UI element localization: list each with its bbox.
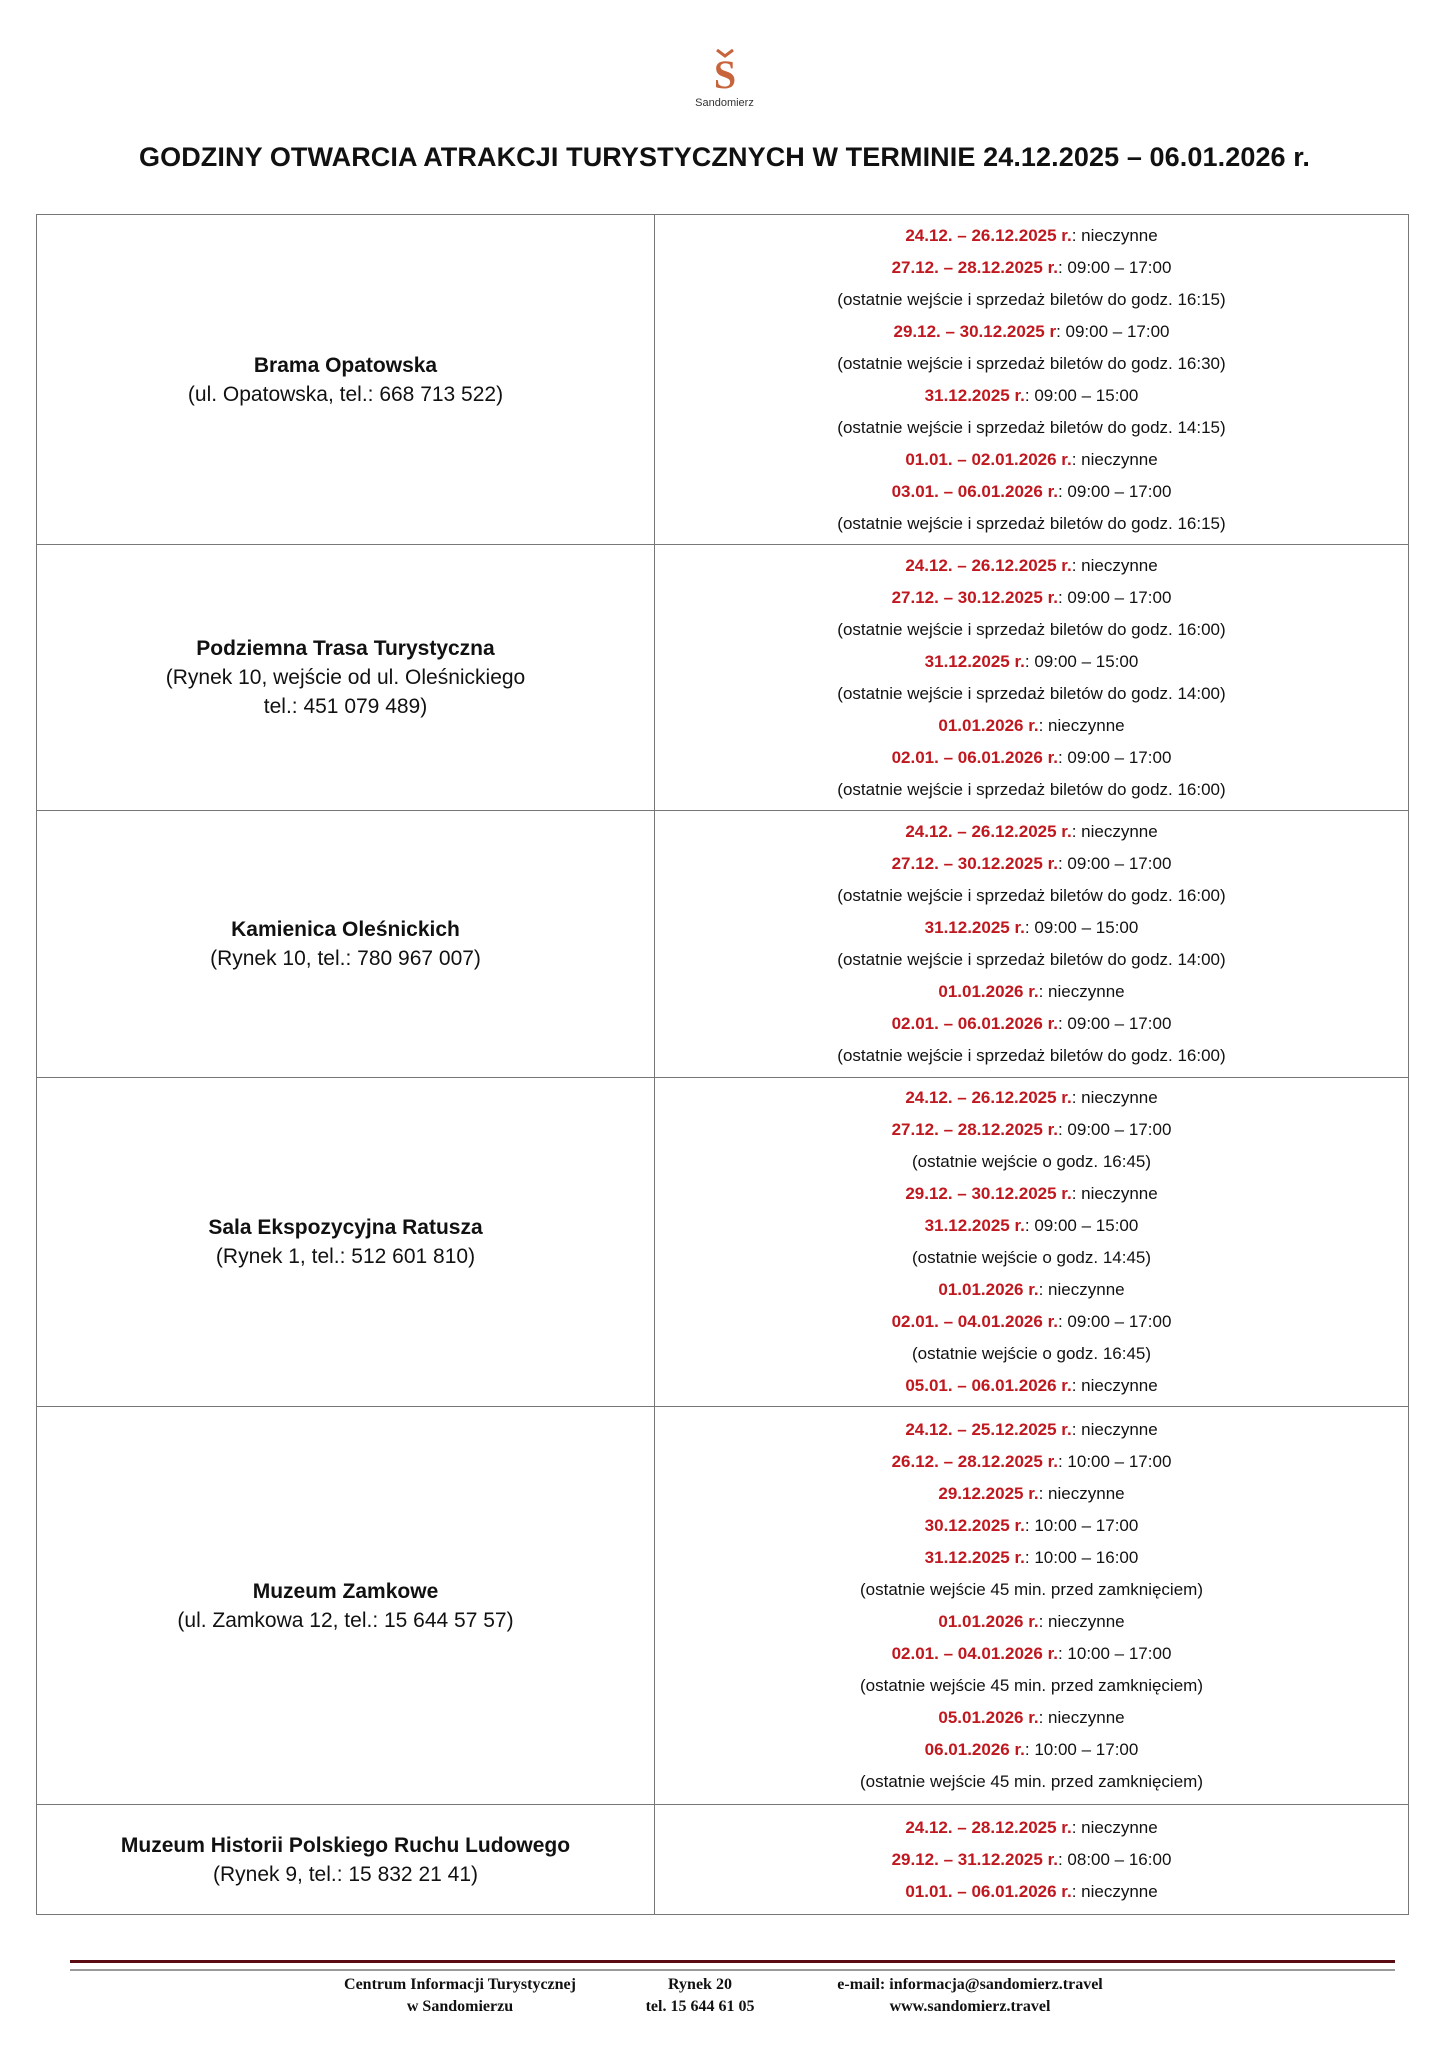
hours-line [655, 646, 1408, 678]
hours-line [655, 1242, 1408, 1274]
hours-text: : 09:00 – 17:00 [1056, 321, 1170, 341]
hours-line [655, 1876, 1408, 1908]
hours-line [655, 476, 1408, 508]
footer-address-line2: tel. 15 644 61 05 [645, 1998, 755, 2015]
hours-line [655, 1008, 1408, 1040]
date-range: 29.12. – 31.12.2025 r. [891, 1849, 1058, 1869]
hours-text: (ostatnie wejście i sprzedaż biletów do godz. 16:15) [837, 513, 1226, 533]
schedule-row [37, 545, 1409, 811]
hours-text: : 09:00 – 15:00 [1024, 651, 1139, 671]
hours-text: (ostatnie wejście 45 min. przed zamknięciem) [860, 1771, 1203, 1791]
attraction-name: Podziemna Trasa Turystyczna [196, 637, 495, 660]
hours-line [655, 1638, 1408, 1670]
hours-text: : 09:00 – 15:00 [1024, 1216, 1139, 1235]
hours-text: (ostatnie wejście 45 min. przed zamknięciem) [860, 1675, 1203, 1695]
date-range: 24.12. – 28.12.2025 r. [905, 1817, 1072, 1837]
hours-text: (ostatnie wejście i sprzedaż biletów do godz. 16:00) [837, 1046, 1226, 1065]
date-range: 01.01.2026 r. [938, 982, 1039, 1001]
hours-text: (ostatnie wejście i sprzedaż biletów do godz. 16:30) [837, 353, 1226, 373]
date-range: 01.01.2026 r. [938, 1611, 1039, 1631]
footer-contact [800, 1974, 1140, 2018]
hours-line [655, 380, 1408, 412]
hours-text: : nieczynne [1071, 1088, 1158, 1107]
hours-text: : nieczynne [1071, 1817, 1158, 1837]
attraction-address: (Rynek 1, tel.: 512 601 810) [215, 1245, 476, 1268]
hours-text: : 10:00 – 17:00 [1024, 1739, 1139, 1759]
hours-text: (ostatnie wejście i sprzedaż biletów do godz. 14:15) [837, 417, 1226, 437]
hours-text: : 10:00 – 17:00 [1057, 1643, 1172, 1663]
date-range: 27.12. – 28.12.2025 r. [891, 1120, 1058, 1139]
hours-text: : nieczynne [1038, 1483, 1125, 1503]
hours-text: : 09:00 – 17:00 [1057, 587, 1172, 607]
footer-address-line1: Rynek 20 [668, 1976, 732, 1993]
hours-line [655, 1812, 1408, 1844]
hours-text: : 09:00 – 17:00 [1057, 1120, 1172, 1139]
hours-line [655, 316, 1408, 348]
hours-text: : 09:00 – 17:00 [1057, 257, 1172, 277]
hours-text: (ostatnie wejście i sprzedaż biletów do godz. 16:00) [837, 779, 1226, 799]
date-range: 06.01.2026 r. [924, 1739, 1025, 1759]
date-range: 02.01. – 06.01.2026 r. [891, 1014, 1058, 1033]
attraction-address: (Rynek 9, tel.: 15 832 21 41) [213, 1862, 478, 1886]
hours-line [655, 976, 1408, 1008]
hours-line [655, 944, 1408, 976]
attraction-name: Brama Opatowska [253, 353, 438, 377]
footer-org-line1: Centrum Informacji Turystycznej [344, 1976, 576, 1993]
date-range: 31.12.2025 r. [924, 918, 1025, 937]
attraction-cell [37, 1805, 655, 1915]
page-title: GODZINY OTWARCIA ATRAKCJI TURYSTYCZNYCH W TERMINIE 24.12.2025 – 06.01.2026 r. [139, 142, 1310, 172]
hours-text: : nieczynne [1071, 225, 1158, 245]
footer-address [600, 1974, 800, 2018]
footer-website[interactable]: www.sandomierz.travel [889, 1998, 1051, 2015]
sandomierz-logo-icon [705, 46, 745, 92]
hours-text: : nieczynne [1071, 1184, 1158, 1203]
hours-text: : 09:00 – 17:00 [1057, 854, 1172, 873]
hours-line [655, 412, 1408, 444]
hours-line [655, 1766, 1408, 1798]
hours-text: (ostatnie wejście i sprzedaż biletów do godz. 16:00) [837, 886, 1226, 905]
hours-line [655, 614, 1408, 646]
schedule-table [36, 214, 1409, 1915]
date-range: 27.12. – 28.12.2025 r. [891, 257, 1058, 277]
date-range: 05.01.2026 r. [938, 1707, 1039, 1727]
hours-line [655, 1844, 1408, 1876]
date-range: 31.12.2025 r. [924, 651, 1025, 671]
attraction-address: (ul. Opatowska, tel.: 668 713 522) [187, 382, 504, 406]
attraction-address: (ul. Zamkowa 12, tel.: 15 644 57 57) [177, 1608, 514, 1632]
date-range: 27.12. – 30.12.2025 r. [891, 854, 1058, 873]
svg-text:S: S [713, 52, 736, 92]
hours-text: (ostatnie wejście o godz. 16:45) [911, 1152, 1152, 1171]
opening-hours-cell [655, 1078, 1409, 1407]
footer-email[interactable]: e-mail: informacja@sandomierz.travel [837, 1976, 1103, 1993]
hours-line [655, 1414, 1408, 1446]
hours-line [655, 550, 1408, 582]
footer-org-line2: w Sandomierzu [406, 1998, 514, 2015]
schedule-row [37, 1805, 1409, 1915]
opening-hours-cell [655, 1805, 1409, 1915]
hours-text: (ostatnie wejście o godz. 14:45) [911, 1248, 1152, 1267]
schedule-row [37, 1407, 1409, 1805]
date-range: 24.12. – 26.12.2025 r. [905, 822, 1072, 841]
hours-text: : nieczynne [1071, 555, 1158, 575]
hours-line [655, 252, 1408, 284]
hours-text: : 09:00 – 17:00 [1057, 1014, 1172, 1033]
opening-hours-cell [655, 1407, 1409, 1805]
hours-text: : nieczynne [1038, 1611, 1125, 1631]
hours-text: : nieczynne [1038, 715, 1125, 735]
attraction-name: Muzeum Zamkowe [252, 1579, 439, 1603]
hours-line [655, 774, 1408, 806]
hours-line [655, 284, 1408, 316]
hours-text: (ostatnie wejście 45 min. przed zamknięciem) [860, 1579, 1203, 1599]
date-range: 24.12. – 26.12.2025 r. [905, 225, 1072, 245]
hours-line [655, 816, 1408, 848]
attraction-cell [37, 811, 655, 1078]
hours-line [655, 1338, 1408, 1370]
hours-line [655, 1606, 1408, 1638]
hours-text: : nieczynne [1071, 1881, 1158, 1901]
schedule-row [37, 811, 1409, 1078]
date-range: 24.12. – 25.12.2025 r. [905, 1419, 1072, 1439]
attraction-cell [37, 215, 655, 545]
hours-text: : 10:00 – 17:00 [1057, 1451, 1172, 1471]
hours-line [655, 508, 1408, 540]
attraction-name: Muzeum Historii Polskiego Ruchu Ludowego [120, 1833, 571, 1857]
hours-line [655, 710, 1408, 742]
hours-text: : nieczynne [1071, 822, 1158, 841]
hours-line [655, 1542, 1408, 1574]
attraction-address: (Rynek 10, tel.: 780 967 007) [210, 947, 481, 970]
date-range: 02.01. – 06.01.2026 r. [891, 747, 1058, 767]
logo-text: Sandomierz [695, 97, 754, 109]
hours-line [655, 1446, 1408, 1478]
hours-line [655, 1040, 1408, 1072]
attraction-name: Kamienica Oleśnickich [231, 918, 460, 941]
hours-line [655, 1370, 1408, 1402]
hours-text: : 09:00 – 17:00 [1057, 481, 1172, 501]
hours-text: : 09:00 – 17:00 [1057, 1312, 1172, 1331]
hours-line [655, 444, 1408, 476]
hours-text: : 09:00 – 15:00 [1024, 918, 1139, 937]
hours-line [655, 220, 1408, 252]
footer-organization [300, 1974, 620, 2018]
hours-line [655, 1306, 1408, 1338]
hours-line [655, 1114, 1408, 1146]
hours-line [655, 582, 1408, 614]
date-range: 30.12.2025 r. [924, 1515, 1025, 1535]
hours-line [655, 912, 1408, 944]
attraction-address: (Rynek 10, wejście od ul. Oleśnickiego [165, 666, 526, 689]
attraction-cell [37, 1078, 655, 1407]
hours-line [655, 848, 1408, 880]
date-range: 01.01. – 06.01.2026 r. [905, 1881, 1072, 1901]
hours-text: (ostatnie wejście i sprzedaż biletów do godz. 14:00) [837, 683, 1226, 703]
hours-text: : 08:00 – 16:00 [1057, 1849, 1172, 1869]
hours-line [655, 1210, 1408, 1242]
date-range: 05.01. – 06.01.2026 r. [905, 1376, 1072, 1395]
date-range: 31.12.2025 r. [924, 1216, 1025, 1235]
footer-divider [70, 1960, 1395, 1971]
hours-line [655, 1670, 1408, 1702]
hours-line [655, 880, 1408, 912]
date-range: 24.12. – 26.12.2025 r. [905, 1088, 1072, 1107]
date-range: 24.12. – 26.12.2025 r. [905, 555, 1072, 575]
attraction-cell [37, 1407, 655, 1805]
hours-text: : 10:00 – 17:00 [1024, 1515, 1139, 1535]
date-range: 02.01. – 04.01.2026 r. [891, 1312, 1058, 1331]
date-range: 29.12. – 30.12.2025 r. [905, 1184, 1072, 1203]
hours-line [655, 1574, 1408, 1606]
hours-text: (ostatnie wejście i sprzedaż biletów do godz. 16:15) [837, 289, 1226, 309]
date-range: 31.12.2025 r. [924, 385, 1025, 405]
schedule-row [37, 1078, 1409, 1407]
date-range: 01.01.2026 r. [938, 715, 1039, 735]
hours-line [655, 1178, 1408, 1210]
date-range: 02.01. – 04.01.2026 r. [891, 1643, 1058, 1663]
hours-text: (ostatnie wejście i sprzedaż biletów do godz. 14:00) [837, 950, 1226, 969]
date-range: 29.12. – 30.12.2025 r [893, 321, 1057, 341]
opening-hours-cell [655, 811, 1409, 1078]
hours-line [655, 1478, 1408, 1510]
opening-hours-cell [655, 545, 1409, 811]
hours-line [655, 1702, 1408, 1734]
hours-text: (ostatnie wejście o godz. 16:45) [911, 1344, 1152, 1363]
attraction-name: Sala Ekspozycyjna Ratusza [208, 1216, 483, 1239]
hours-text: (ostatnie wejście i sprzedaż biletów do godz. 16:00) [837, 619, 1226, 639]
hours-text: : 09:00 – 15:00 [1024, 385, 1139, 405]
date-range: 27.12. – 30.12.2025 r. [891, 587, 1058, 607]
attraction-address: tel.: 451 079 489) [263, 695, 428, 718]
hours-line [655, 1510, 1408, 1542]
hours-line [655, 742, 1408, 774]
hours-line [655, 1734, 1408, 1766]
schedule-row [37, 215, 1409, 545]
hours-text: : 09:00 – 17:00 [1057, 747, 1172, 767]
date-range: 29.12.2025 r. [938, 1483, 1039, 1503]
date-range: 31.12.2025 r. [924, 1547, 1025, 1567]
hours-text: : 10:00 – 16:00 [1024, 1547, 1139, 1567]
opening-hours-cell [655, 215, 1409, 545]
date-range: 03.01. – 06.01.2026 r. [891, 481, 1058, 501]
logo [0, 46, 1449, 109]
date-range: 26.12. – 28.12.2025 r. [891, 1451, 1058, 1471]
date-range: 01.01. – 02.01.2026 r. [905, 449, 1072, 469]
hours-text: : nieczynne [1038, 982, 1125, 1001]
hours-line [655, 348, 1408, 380]
hours-text: : nieczynne [1038, 1707, 1125, 1727]
hours-line [655, 1274, 1408, 1306]
hours-text: : nieczynne [1071, 1376, 1158, 1395]
hours-text: : nieczynne [1038, 1280, 1125, 1299]
hours-text: : nieczynne [1071, 449, 1158, 469]
hours-text: : nieczynne [1071, 1419, 1158, 1439]
date-range: 01.01.2026 r. [938, 1280, 1039, 1299]
hours-line [655, 678, 1408, 710]
attraction-cell [37, 545, 655, 811]
hours-line [655, 1082, 1408, 1114]
hours-line [655, 1146, 1408, 1178]
